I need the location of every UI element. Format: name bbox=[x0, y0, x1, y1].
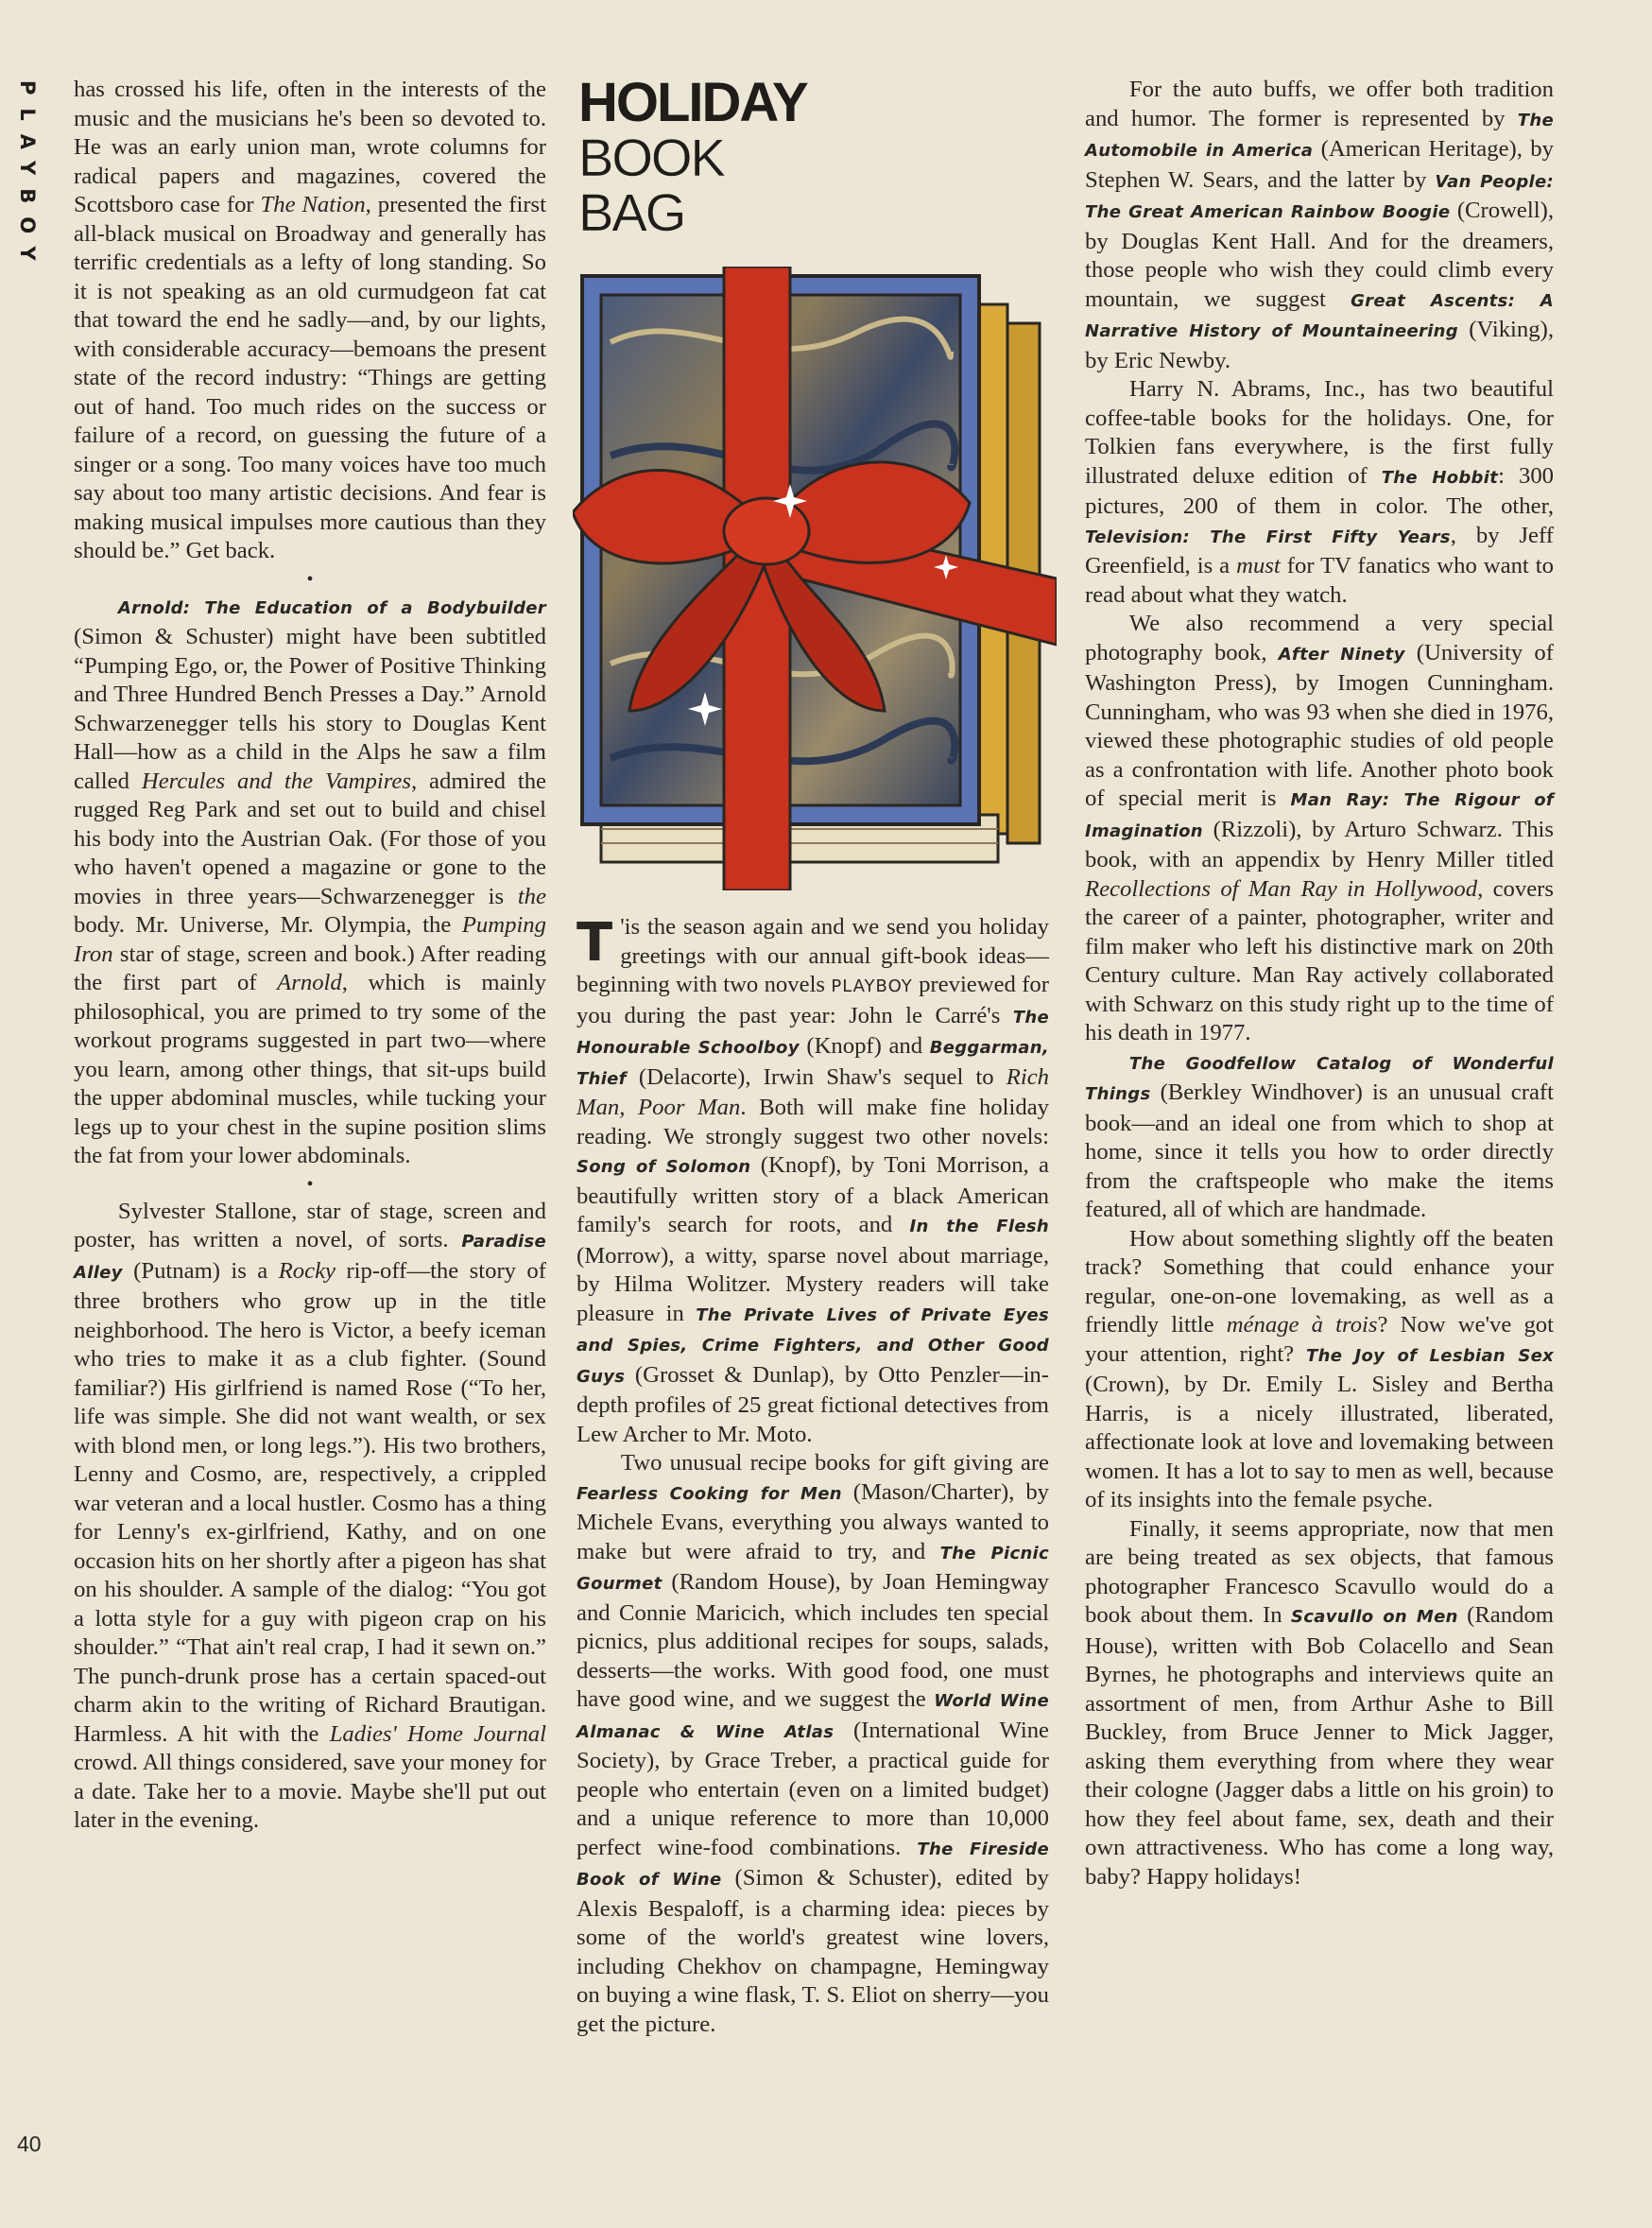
paragraph: We also recommend a very special photography book, After Ninety (University of Washington Press), by Imogen Cunningham. Cunningham, who was 93 when she died in 1976, viewed these photographic studies of old people as a confrontation with life. Another photo book of special merit is Man Ray: The Rigour of Imagination (Rizzoli), by Arturo Schwarz. This book, with an appendix by Henry Miller titled Recollections of Man Ray in Hollywood, covers the career of a painter, photographer, writer and film maker who left his distinctive mark on 20th Century culture. Man Ray actively collaborated with Schwarz on this study right up to the time of his death in 1977. bbox=[1085, 611, 1555, 1045]
paragraph: Finally, it seems appropriate, now that men are being treated as sex objects, that famous photographer Francesco Scavullo would do a book about them. In Scavullo on Men (Random House), written with Bob Colacello and Sean Byrnes, he photographs and interviews quite an assortment of men, from Arthur Ashe to Bill Buckley, from Bruce Jenner to Mick Jagger, asking them everything from where they wear their cologne (Jagger dabs a little on his groin) to how they feel about fame, sex, death and their own attractiveness. Who has come a long way, baby? Happy holidays! bbox=[1085, 1515, 1555, 1890]
paragraph: has crossed his life, often in the interests of the music and the musicians he's been so devoted to. He was an early union man, wrote columns for radical papers and magazines, covered the Scottsboro case for The Nation, presented the first all-black musical on Broadway and generally has terrific credentials as a lefty of long standing. So it is not speaking as an old curmudgeon fat cat that toward the end he sadly—and, by our lights, with considerable accuracy—bemoans the present state of the record industry: “Things are getting out of hand. Too much rides on the success or failure of a record, on guessing the future of a singer or a song. Too many voices have too much say about too many artistic decisions. And fear is making musical impulses more cautious than they should be.” Get back. bbox=[74, 77, 547, 563]
article-column-3 bbox=[1085, 76, 1554, 1891]
paragraph: How about something slightly off the beaten track? Something that could enhance your regular, one-on-one lovemaking, as well as a friendly little ménage à trois? Now we've got your attention, right? The Joy of Lesbian Sex (Crown), by Dr. Emily L. Sisley and Bertha Harris, is a nicely illustrated, liberated, affectionate look at love and lovemaking between women. It has a lot to say to men as well, because of its insights into the female psyche. bbox=[1085, 1225, 1555, 1512]
article-column-2 bbox=[576, 913, 1049, 2039]
book-title: Man Ray: The Rigour of Imagination bbox=[1085, 790, 1554, 841]
book-title: The Goodfellow Catalog of Wonderful Things bbox=[1085, 1053, 1554, 1104]
headline bbox=[578, 72, 1051, 242]
paragraph: Two unusual recipe books for gift giving are Fearless Cooking for Men (Mason/Charter), by Michele Evans, everything you always wanted to make but were afraid to try, and The Picnic Gourmet (Random House), by Joan Hemingway and Connie Maricich, which includes ten special picnics, plus additional recipes for soups, salads, desserts—the works. With good food, one must have good wine, and we suggest the World Wine Almanac & Wine Atlas (International Wine Society), by Grace Treber, a practical guide for people who entertain (even on a limited budget) and a unique reference to more than 10,000 perfect wine-food combinations. The Fireside Book of Wine (Simon & Schuster), edited by Alexis Bespaloff, is a charming idea: pieces by some of the world's greatest wine lovers, including Chekhov on champagne, Hemingway on buying a wine flask, T. S. Eliot on sherry—you get the picture. bbox=[576, 1450, 1050, 2037]
article-column-1 bbox=[74, 76, 546, 1836]
book-title: The Joy of Lesbian Sex bbox=[1306, 1345, 1555, 1366]
book-title: The Automobile in America bbox=[1085, 110, 1554, 161]
book-title: In the Flesh bbox=[909, 1217, 1049, 1236]
book-title: Fearless Cooking for Men bbox=[576, 1483, 842, 1504]
book-title: World Wine Almanac & Wine Atlas bbox=[576, 1691, 1049, 1742]
magazine-name: PLAYBOY bbox=[16, 80, 39, 274]
book-title: The Picnic Gourmet bbox=[576, 1543, 1049, 1594]
book-title: Beggarman, Thief bbox=[576, 1038, 1049, 1089]
headline-line-1: HOLIDAY bbox=[578, 72, 807, 133]
book-title: Song of Solomon bbox=[576, 1157, 751, 1177]
paragraph: Sylvester Stallone, star of stage, screen and poster, has written a novel, of sorts. Paradise Alley (Putnam) is a Rocky rip-off—the story of three brothers who grow up in the title neighborhood. The hero is Victor, a beefy iceman who tries to make it as a club fighter. (Sound familiar?) His girlfriend is named Rose (“To her, life was simple. She did not want wealth, or sex with blond men, or long legs.”). His two brothers, Lenny and Cosmo, are, respectively, a crippled war veteran and a local hustler. Cosmo has a thing for Lenny's ex-girlfriend, Kathy, and on one occasion hits on her shortly after a pigeon has shat on his shoulder. A sample of the dialog: “You got a lotta style for a guy with pigeon crap on his shoulder.” “That ain't real crap, I had it sewn on.” The punch-drunk prose has a certain spaced-out charm akin to the writing of Richard Brautigan. Harmless. A hit with the Ladies' Home Journal crowd. All things considered, save your money for a date. Take her to a movie. Maybe she'll put out later in the evening. bbox=[74, 1198, 546, 1833]
book-title: The Private Lives of Private Eyes and Spies, Crime Fighters, and Other Good Guys bbox=[576, 1304, 1050, 1387]
book-title: After Ninety bbox=[1278, 644, 1405, 665]
paragraph: For the auto buffs, we offer both tradition and humor. The former is represented by The Automobile in America (American Heritage), by Stephen W. Sears, and the latter by Van People: The Great American Rainbow Boogie (Crowell), by Douglas Kent Hall. And for the dreamers, those people who wish they could climb every mountain, we suggest Great Ascents: A Narrative History of Mountaineering (Viking), by Eric Newby. bbox=[1085, 77, 1554, 373]
section-separator: • bbox=[306, 1173, 314, 1195]
headline-line-3: BAG bbox=[578, 182, 685, 242]
page-number: 40 bbox=[17, 2132, 42, 2156]
book-title: The Hobbit bbox=[1381, 467, 1499, 488]
book-title: The Fireside Book of Wine bbox=[576, 1839, 1049, 1890]
paragraph: T 'is the season again and we send you holiday greetings with our annual gift-book ideas—beginning with two novels PLAYBOY previewed for you during the past year: John le Carré's The Honourable Schoolboy (Knopf) and Beggarman, Thief (Delacorte), Irwin Shaw's sequel to Rich Man, Poor Man. Both will make fine holiday reading. We strongly suggest two other novels: Song of Solomon (Knopf), by Toni Morrison, a beautifully written story of a black American family's search for roots, and In the Flesh (Morrow), a witty, sparse novel about marriage, by Hilma Wolitzer. Mystery readers will take pleasure in The Private Lives of Private Eyes and Spies, Crime Fighters, and Other Good Guys (Grosset & Dunlap), by Otto Penzler—in-depth profiles of 25 great fictional detectives from Lew Archer to Mr. Moto. bbox=[576, 912, 1050, 1447]
drop-cap: T bbox=[576, 912, 613, 974]
gift-wrapped-books-icon bbox=[573, 267, 1057, 890]
section-separator: • bbox=[306, 568, 314, 590]
book-title: Arnold: The Education of a Bodybuilder bbox=[117, 597, 546, 618]
book-title: Television: The First Fifty Years bbox=[1085, 527, 1451, 547]
headline-line-2: BOOK bbox=[578, 128, 724, 187]
book-title: The Honourable Schoolboy bbox=[576, 1007, 1049, 1058]
book-title: Scavullo on Men bbox=[1291, 1607, 1458, 1627]
book-title: Paradise Alley bbox=[74, 1232, 546, 1283]
book-title: Van People: The Great American Rainbow Boogie bbox=[1085, 171, 1554, 222]
paragraph: Arnold: The Education of a Bodybuilder (Simon & Schuster) might have been subtitled “Pumping Ego, or, the Power of Positive Thinking and Three Hundred Bench Presses a Day.” Arnold Schwarzenegger tells his story to Douglas Kent Hall—how as a child in the Alps he saw a film called Hercules and the Vampires, admired the rugged Reg Park and set out to build and chisel his body into the Austrian Oak. (For those of you who haven't opened a magazine or gone to the movies in three years—Schwarzenegger is the body. Mr. Universe, Mr. Olympia, the Pumping Iron star of stage, screen and book.) After reading the first part of Arnold, which is mainly philosophical, you are primed to try some of the workout programs suggested in part two—where you learn, among other things, that sit-ups build the upper abdominal muscles, while tucking your legs up to your chest in the supine position slims the fat from your lower abdominals. bbox=[74, 597, 547, 1168]
paragraph: The Goodfellow Catalog of Wonderful Things (Berkley Windhover) is an unusual craft book—and an ideal one from which to shop at home, since it tells you how to order directly from the craftspeople who make the items featured, all of which are handmade. bbox=[1085, 1053, 1554, 1222]
magazine-sidebar-logo bbox=[13, 80, 42, 274]
book-title: Great Ascents: A Narrative History of Mountaineering bbox=[1085, 290, 1554, 341]
paragraph: Harry N. Abrams, Inc., has two beautiful coffee-table books for the holidays. One, for Tolkien fans everywhere, is the first fully illustrated deluxe edition of The Hobbit: 300 pictures, 200 of them in color. The other, Television: The First Fifty Years, by Jeff Greenfield, is a must for TV fanatics who want to read about what they watch. bbox=[1085, 376, 1555, 608]
